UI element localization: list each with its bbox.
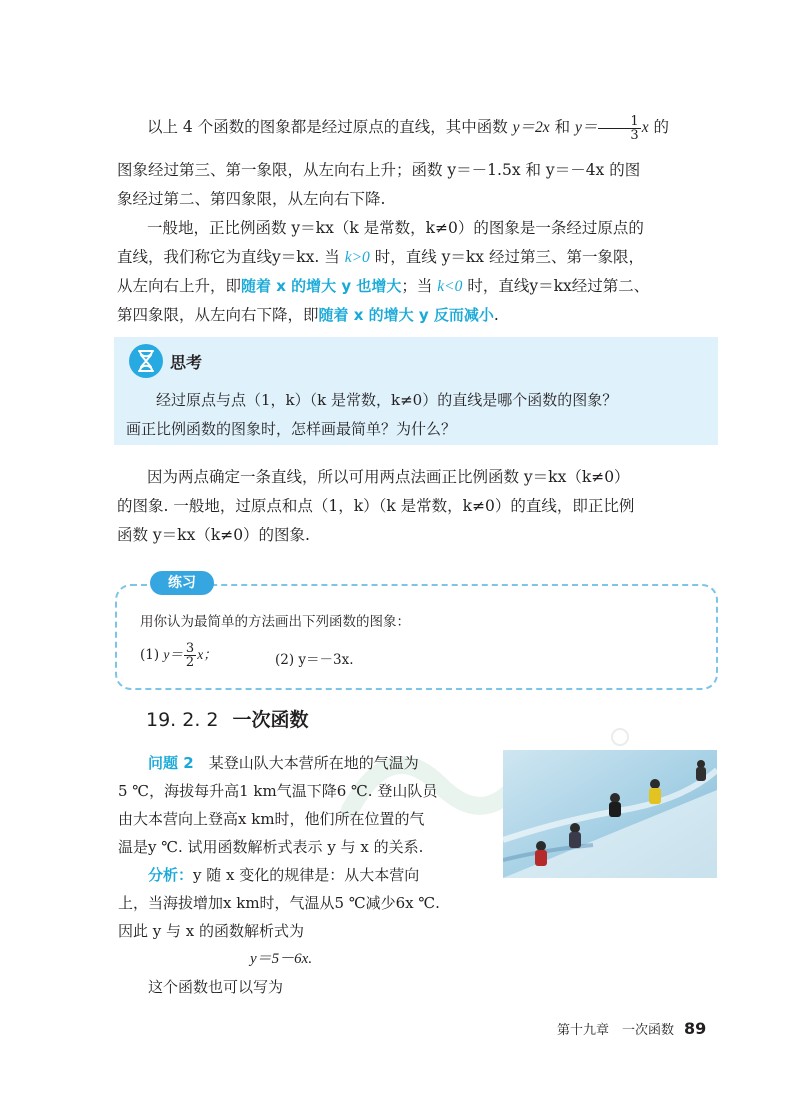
section-number: 19. 2. 2 bbox=[146, 709, 219, 731]
definition-line-4: 第四象限，从左向右下降，即随着 x 的增大 y 反而减小. bbox=[117, 306, 499, 324]
condition-k-positive: k>0 bbox=[344, 249, 370, 266]
two-point-line-3: 函数 y＝kx（k≠0）的图象. bbox=[117, 526, 310, 544]
analysis-label: 分析： bbox=[148, 866, 194, 884]
condition-k-negative: k<0 bbox=[437, 278, 463, 295]
exercise-badge: 练习 bbox=[150, 571, 214, 595]
think-question-1: 经过原点与点（1，k）（k 是常数，k≠0）的直线是哪个函数的图象？ bbox=[156, 391, 618, 409]
formula: y＝5－6x. bbox=[250, 951, 313, 967]
math-variable: x bbox=[641, 119, 649, 136]
fraction-one-third: $\frac{1}{3}$ bbox=[598, 115, 640, 142]
problem-label: 问题 2 bbox=[148, 754, 194, 772]
page-footer bbox=[557, 1019, 706, 1038]
intro-line-3: 象经过第二、第四象限，从左向右下降. bbox=[117, 190, 386, 208]
definition-line-1: 一般地，正比例函数 y＝kx（k 是常数，k≠0）的图象是一条经过原点的 bbox=[147, 219, 644, 237]
problem-line-4: 温是y ℃. 试用函数解析式表示 y 与 x 的关系. bbox=[118, 838, 424, 856]
section-heading bbox=[146, 705, 309, 732]
mountaineers-photo bbox=[503, 750, 717, 878]
exercise-item-2: (2) y＝－3x. bbox=[275, 652, 354, 668]
fraction-three-halves: $\frac{3}{2}$ bbox=[185, 641, 195, 670]
chapter-label: 第十九章 一次函数 bbox=[557, 1023, 675, 1038]
intro-paragraph bbox=[117, 112, 717, 143]
highlight-decreasing: 随着 x 的增大 y 反而减小 bbox=[318, 306, 494, 324]
intro-line-2: 图象经过第三、第一象限，从左向右上升；函数 y＝－1.5x 和 y＝－4x 的图 bbox=[117, 161, 641, 179]
exercise-box bbox=[115, 584, 718, 690]
climber-figure bbox=[569, 823, 581, 848]
climber-figure bbox=[696, 760, 706, 781]
analysis-line-1: 分析：y 随 x 变化的规律是：从大本营向 bbox=[148, 866, 420, 884]
text-span: 的 bbox=[648, 118, 670, 136]
math-expression: y＝2x bbox=[512, 119, 550, 136]
think-title: 思考 bbox=[170, 353, 203, 372]
climber-figure bbox=[609, 793, 621, 817]
hourglass-icon bbox=[128, 343, 164, 379]
two-point-line-2: 的图象. 一般地，过原点和点（1，k）（k 是常数，k≠0）的直线，即正比例 bbox=[117, 497, 635, 515]
section-title-text: 一次函数 bbox=[232, 709, 309, 731]
highlight-increasing: 随着 x 的增大 y 也增大 bbox=[241, 277, 402, 295]
climber-figure bbox=[649, 779, 661, 804]
definition-line-2: 直线，我们称它为直线y＝kx. 当 k>0 时，直线 y＝kx 经过第三、第一象限， bbox=[117, 248, 644, 266]
problem-line-1: 问题 2 某登山队大本营所在地的气温为 bbox=[148, 754, 419, 772]
analysis-line-3: 因此 y 与 x 的函数解析式为 bbox=[118, 922, 305, 940]
page-number: 89 bbox=[684, 1019, 707, 1038]
two-point-line-1: 因为两点确定一条直线，所以可用两点法画正比例函数 y＝kx（k≠0） bbox=[147, 468, 630, 486]
definition-line-3: 从左向右上升，即随着 x 的增大 y 也增大；当 k<0 时，直线y＝kx经过第二、 bbox=[117, 277, 650, 295]
problem-line-2: 5 ℃，海拔每升高1 km气温下降6 ℃. 登山队员 bbox=[118, 782, 438, 800]
exercise-prompt: 用你认为最简单的方法画出下列函数的图象： bbox=[140, 614, 410, 630]
math-expression: y＝ bbox=[575, 119, 598, 136]
think-question-2: 画正比例函数的图象时，怎样画最简单？为什么？ bbox=[126, 420, 457, 438]
text-span: 以上 4 个函数的图象都是经过原点的直线，其中函数 bbox=[147, 118, 513, 136]
text-span: 和 bbox=[549, 118, 576, 136]
climber-figure bbox=[535, 841, 547, 866]
problem-line-3: 由大本营向上登高x km时，他们所在位置的气 bbox=[118, 810, 425, 828]
exercise-item-1: (1) y＝ $\frac{3}{2}$ x； bbox=[140, 641, 217, 670]
rewrite-line: 这个函数也可以写为 bbox=[148, 978, 284, 996]
analysis-line-2: 上，当海拔增加x km时，气温从5 ℃减少6x ℃. bbox=[118, 894, 440, 912]
